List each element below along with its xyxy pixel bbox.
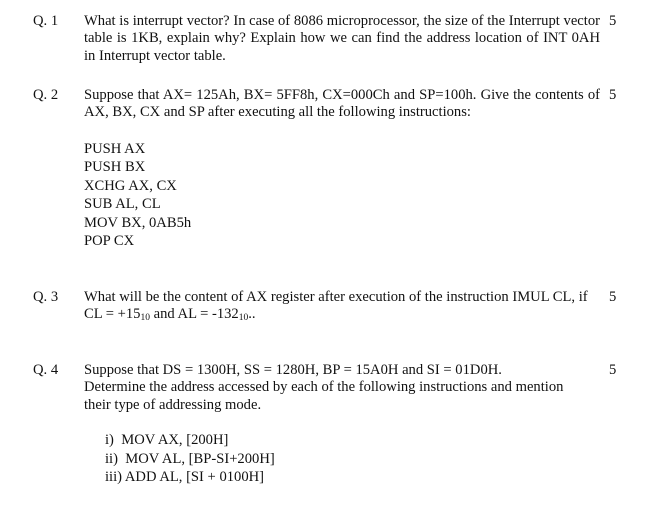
question-4-marks: 5	[609, 362, 617, 378]
instruction-line: PUSH AX	[84, 141, 146, 157]
question-1-number: Q. 1	[33, 13, 59, 29]
question-4-number: Q. 4	[33, 362, 59, 378]
question-3-text-part3: ..	[248, 306, 256, 323]
question-2-number: Q. 2	[33, 87, 59, 103]
question-3-text	[84, 289, 600, 324]
list-item: ii) MOV AL, [BP-SI+200H]	[105, 450, 275, 467]
question-3-number: Q. 3	[33, 289, 59, 305]
instruction-line: POP CX	[84, 232, 135, 249]
question-2-instruction-list	[84, 141, 191, 251]
list-item: i) MOV AX, [200H]	[105, 432, 229, 448]
list-item: iii) ADD AL, [SI + 0100H]	[105, 469, 265, 486]
question-1-text: What is interrupt vector? In case of 8086 microprocessor, the size of the Interrupt vector table is 1KB, explain why? Explain how we can find the address location of INT 0AH in Interrupt vector table.	[84, 13, 600, 64]
question-4-text: Suppose that DS = 1300H, SS = 1280H, BP = 15A0H and SI = 01D0H. Determine the address accessed by each of the following instructions and mention their type of addressing mode.	[84, 362, 564, 413]
instruction-line: XCHG AX, CX	[84, 177, 177, 194]
question-3-text-part1: What will be the content of AX register after execution of the instruction IMUL CL, if CL = +15	[84, 289, 588, 323]
question-3-marks: 5	[609, 289, 617, 305]
subscript-base: 10	[140, 313, 150, 324]
subscript-base: 10	[238, 313, 249, 324]
question-4-item-list	[105, 432, 275, 488]
instruction-line: PUSH BX	[84, 159, 146, 176]
instruction-line: MOV BX, 0AB5h	[84, 214, 192, 231]
question-1-marks: 5	[609, 13, 617, 29]
question-3-text-part2: and AL = -132	[149, 306, 239, 323]
question-2-text: Suppose that AX= 125Ah, BX= 5FF8h, CX=000Ch and SP=100h. Give the contents of AX, BX, CX and SP after executing all the following instructions:	[84, 87, 600, 121]
instruction-line: SUB AL, CL	[84, 196, 161, 213]
question-2-marks: 5	[609, 87, 617, 103]
